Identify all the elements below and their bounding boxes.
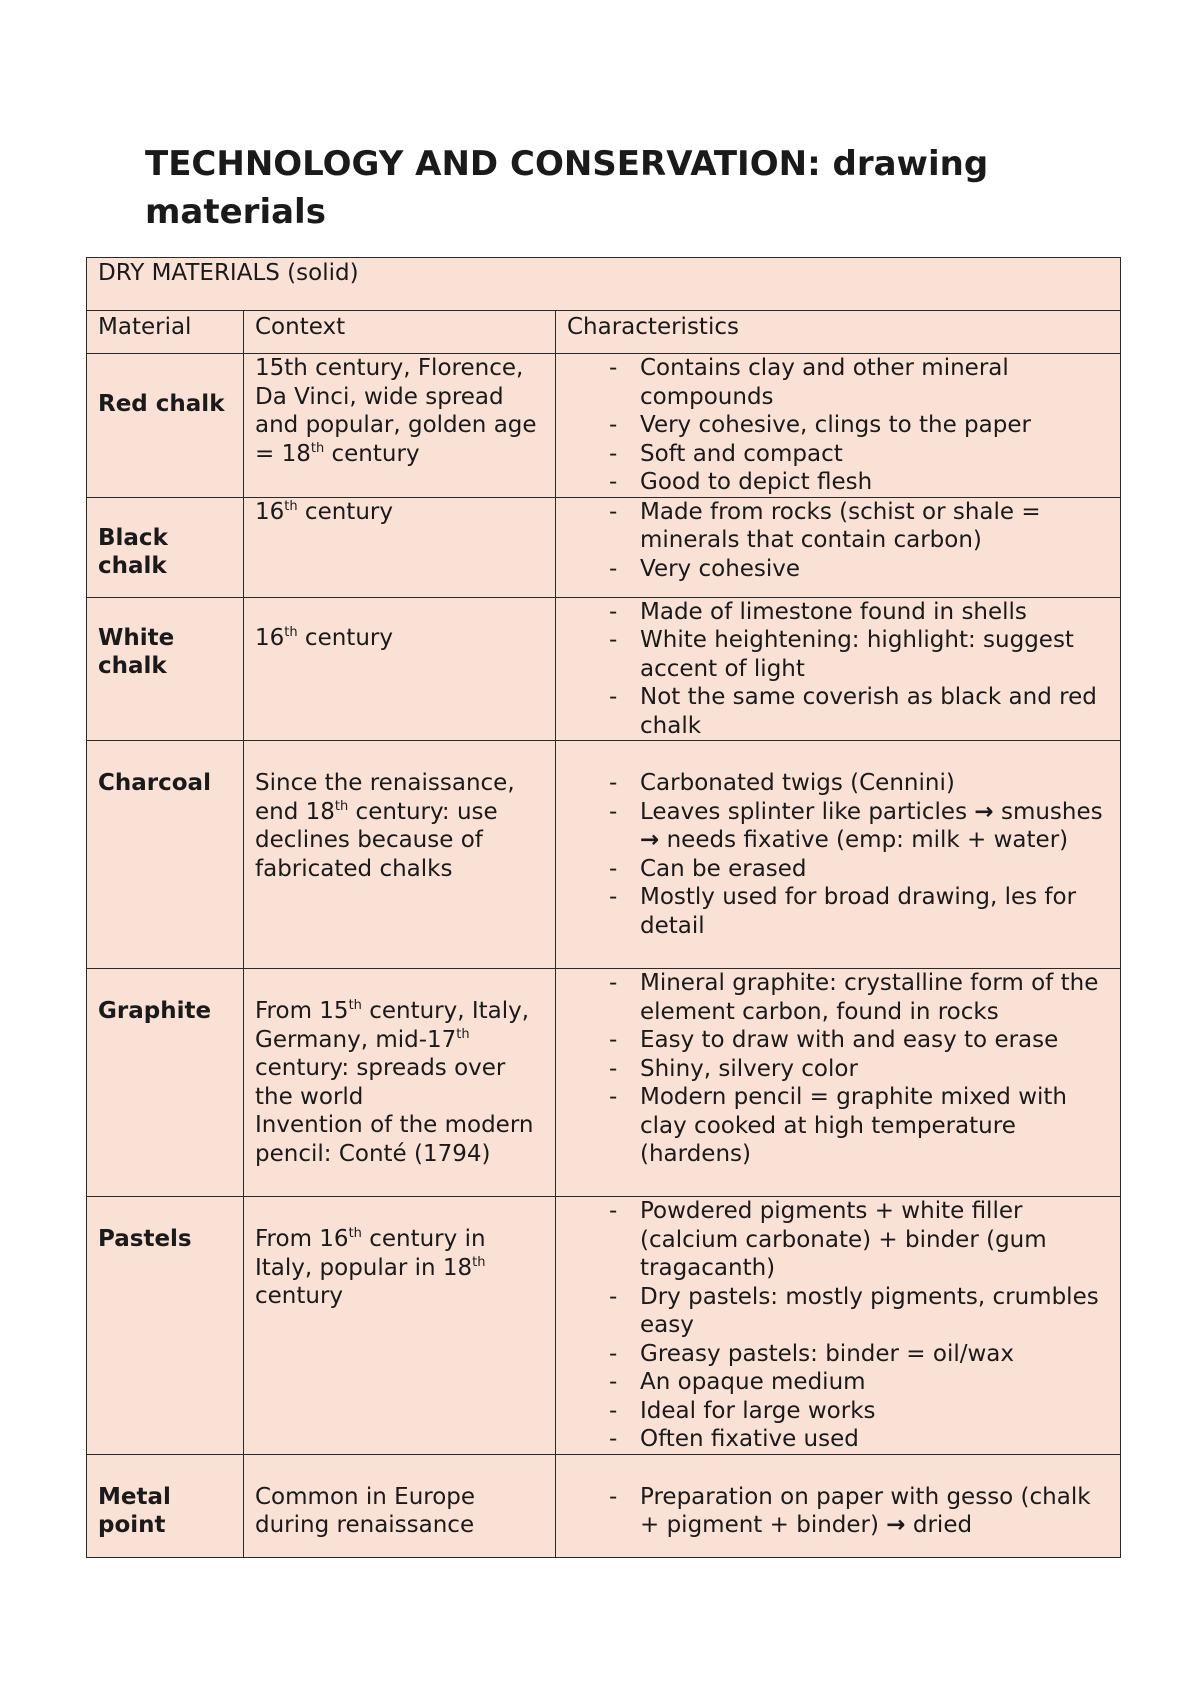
characteristic-item: - Good to depict flesh <box>567 468 1110 497</box>
header-row <box>87 311 1121 354</box>
characteristic-item: - Ideal for large works <box>567 1397 1110 1426</box>
characteristic-item: - Powdered pigments + white filler (calcium carbonate) + binder (gum tragacanth) <box>567 1197 1110 1283</box>
ordinal-suffix: th <box>456 1026 470 1042</box>
characteristic-item: - Made from rocks (schist or shale = minerals that contain carbon) <box>567 498 1110 555</box>
table-row <box>87 1197 1121 1455</box>
ordinal-suffix: th <box>310 440 325 456</box>
text-segment: century: use declines because of fabricated chalks <box>255 798 498 882</box>
table-row <box>87 1454 1121 1557</box>
characteristic-item: - Made of limestone found in shells <box>567 598 1110 627</box>
text-segment: Common in Europe during renaissance <box>255 1483 476 1538</box>
material-context <box>244 354 556 498</box>
text-segment: 16 <box>255 498 285 525</box>
text-segment: smushes <box>993 798 1103 825</box>
arrow-icon: → <box>640 827 660 853</box>
ordinal-suffix: th <box>348 998 362 1013</box>
characteristic-item: - An opaque medium <box>567 1368 1110 1397</box>
table-body <box>87 354 1121 1558</box>
characteristics-list <box>567 354 1110 497</box>
characteristic-item: - Soft and compact <box>567 440 1110 469</box>
materials-table <box>86 257 1121 1558</box>
material-context <box>244 969 556 1197</box>
column-header-context: Context <box>244 311 556 354</box>
text-segment: century <box>297 498 393 525</box>
characteristic-item: - Greasy pastels: binder = oil/wax <box>567 1340 1110 1369</box>
characteristics-list <box>567 498 1110 584</box>
column-header-material: Material <box>87 311 244 354</box>
table-row <box>87 497 1121 597</box>
ordinal-suffix: th <box>472 1254 486 1270</box>
material-characteristics <box>556 741 1121 969</box>
characteristic-item: - Modern pencil = graphite mixed with clay cooked at high temperature (hardens) <box>567 1083 1110 1169</box>
text-segment: century in Italy, popular in 18 <box>255 1226 486 1281</box>
text-segment: Preparation on paper with gesso (chalk + pigment + binder) <box>640 1483 1091 1538</box>
material-name: Pastels <box>87 1197 244 1455</box>
material-characteristics <box>556 1197 1121 1455</box>
text-segment: century <box>255 1283 344 1309</box>
section-heading: DRY MATERIALS (solid) <box>87 258 1121 311</box>
material-context <box>244 741 556 969</box>
characteristic-item: - Very cohesive, clings to the paper <box>567 411 1110 440</box>
material-name: White chalk <box>87 597 244 741</box>
material-characteristics <box>556 497 1121 597</box>
characteristic-item: - Often fixative used <box>567 1425 1110 1454</box>
characteristic-item: - Contains clay and other mineral compounds <box>567 354 1110 411</box>
material-name: Black chalk <box>87 497 244 597</box>
section-heading-row <box>87 258 1121 311</box>
ordinal-suffix: th <box>284 498 298 514</box>
text-segment: dried <box>905 1512 973 1538</box>
ordinal-suffix: th <box>348 1226 362 1241</box>
text-segment: century: spreads over the world Invention of the modern pencil: Conté (1794) <box>255 1055 534 1167</box>
material-context <box>244 597 556 741</box>
characteristics-list <box>567 969 1110 1169</box>
text-segment: 15th century, Florence, Da Vinci, wide spread and popular, golden age = 18 <box>255 355 537 467</box>
material-context <box>244 1197 556 1455</box>
material-name: Red chalk <box>87 354 244 498</box>
material-characteristics <box>556 969 1121 1197</box>
column-header-characteristics: Characteristics <box>556 311 1121 354</box>
characteristic-item: - Dry pastels: mostly pigments, crumbles easy <box>567 1283 1110 1340</box>
characteristic-item: - Not the same coverish as black and red chalk <box>567 683 1110 740</box>
characteristic-item: - Shiny, silvery color <box>567 1055 1110 1084</box>
characteristic-item <box>567 1483 1110 1540</box>
characteristic-item: - Carbonated twigs (Cennini) <box>567 769 1110 798</box>
characteristic-item: - Easy to draw with and easy to erase <box>567 1026 1110 1055</box>
page-title: TECHNOLOGY AND CONSERVATION: drawing materials <box>145 144 989 232</box>
material-name: Charcoal <box>87 741 244 969</box>
ordinal-suffix: th <box>284 624 298 640</box>
characteristic-item: - White heightening: highlight: suggest accent of light <box>567 626 1110 683</box>
arrow-icon: → <box>974 798 994 825</box>
table-row <box>87 597 1121 741</box>
material-name: Metal point <box>87 1454 244 1557</box>
characteristic-item: - Mostly used for broad drawing, les for detail <box>567 883 1110 940</box>
material-context <box>244 1454 556 1557</box>
material-characteristics <box>556 597 1121 741</box>
material-context <box>244 497 556 597</box>
text-segment: century <box>324 440 420 467</box>
text-segment: From 16 <box>255 1226 349 1252</box>
characteristic-item: - Very cohesive <box>567 555 1110 584</box>
characteristic-item <box>567 798 1110 855</box>
table-row <box>87 741 1121 969</box>
text-segment: century, Italy, Germany, mid-17 <box>255 998 530 1053</box>
table-row <box>87 354 1121 498</box>
material-characteristics <box>556 1454 1121 1557</box>
ordinal-suffix: th <box>334 798 349 814</box>
text-segment: Leaves splinter like particles <box>640 798 975 825</box>
arrow-icon: → <box>886 1512 906 1538</box>
material-characteristics <box>556 354 1121 498</box>
text-segment: From 15 <box>255 998 349 1024</box>
characteristics-list <box>567 769 1110 940</box>
material-name: Graphite <box>87 969 244 1197</box>
characteristics-list <box>567 1483 1110 1540</box>
characteristics-list <box>567 598 1110 741</box>
text-segment: Since the renaissance, end 18 <box>255 770 515 825</box>
text-segment: needs fixative (emp: milk + water) <box>659 827 1069 853</box>
text-segment: century <box>297 624 393 651</box>
characteristics-list <box>567 1197 1110 1454</box>
text-segment: 16 <box>255 624 285 651</box>
characteristic-item: - Can be erased <box>567 855 1110 884</box>
characteristic-item: - Mineral graphite: crystalline form of the element carbon, found in rocks <box>567 969 1110 1026</box>
table-row <box>87 969 1121 1197</box>
